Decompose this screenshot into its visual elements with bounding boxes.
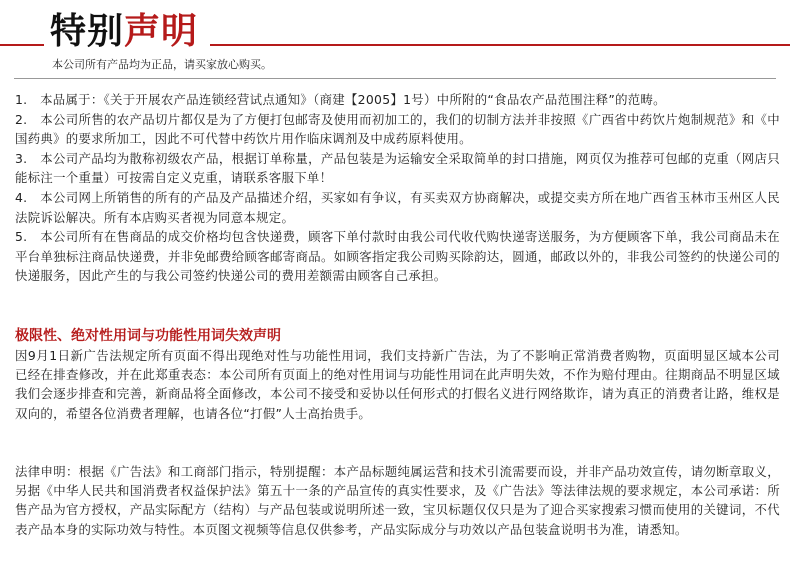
section-title: 极限性、绝对性用词与功能性用词失效声明 — [15, 328, 281, 344]
statement-item-5: 5. 本公司所有在售商品的成交价格均包含快递费，顾客下单付款时由我公司代收代购快递寄送服务，为方便顾客下单，我公司商品未在平台单独标注商品快递费，并非免邮费给顾客邮寄商品。如顾客指定我公司购买除韵达，圆通，邮政以外的，非我公司签约的快递公司的快递服务，因此产生的与我公司签约快递公司的费用差额需由顾客自己承担。 — [15, 229, 780, 284]
statement-item-3: 3. 本公司产品均为散称初级农产品，根据订单称量，产品包装是为运输安全采取简单的封口措施，网页仅为推荐可包邮的克重（网店只能标注一个重量）可按需自定义克重，请联系客服下单！ — [15, 150, 780, 186]
page-title — [50, 10, 198, 54]
divider — [14, 78, 776, 79]
header — [0, 0, 790, 80]
statement-item-2: 2. 本公司所售的农产品切片都仅是为了方便打包邮寄及使用而初加工的，我们的切制方法并非按照《广西省中药饮片炮制规范》和《中国药典》的要求所加工，因此不可代替中药饮片用作临床调剂及中成药原料使用。 — [15, 111, 780, 147]
title-part-black: 特别 — [50, 11, 125, 52]
section-paragraph-2: 法律申明：根据《广告法》和工商部门指示，特别提醒：本产品标题纯属运营和技术引流需要而设，并非产品功效宣传，请勿断章取义，另据《中华人民共和国消费者权益保护法》第五十一条的产品宣传的真实性要求，及《广告法》等法律法规的要求规定，本公司承诺：所售产品为官方授权，产品实际配方（结构）与产品包装或说明所述一致，宝贝标题仅仅只是为了迎合买家搜索习惯而使用的关键词，不代表产品本身的实际功效与特性。本页图文视频等信息仅供参考，产品实际成分与功效以产品包装盒说明书为准，请悉知。 — [15, 464, 780, 537]
statement-item-4: 4. 本公司网上所销售的所有的产品及产品描述介绍，买家如有争议，有买卖双方协商解决，或提交卖方所在地广西省玉林市玉州区人民法院诉讼解决。所有本店购买者视为同意本规定。 — [15, 189, 780, 225]
section-paragraph-1: 因9月1日新广告法规定所有页面不得出现绝对性与功能性用词，我们支持新广告法，为了不影响正常消费者购物，页面明显区域本公司已经在排查修改，并在此郑重表态：本公司所有页面上的绝对性用词与功能性用词在此声明失效，不作为赔付理由。往期商品不明显区域我们会逐步排查和完善，新商品将全面修改，本公司不接受和妥协以任何形式的打假名义进行网络欺诈，请为真正的消费者让路，维权是双向的，希望各位消费者理解，也请各位“打假”人士高抬贵手。 — [15, 348, 780, 421]
statement-list — [15, 90, 780, 286]
header-rule-left — [0, 44, 44, 46]
title-part-red: 声明 — [124, 11, 199, 52]
subtitle: 本公司所有产品均为正品，请买家放心购买。 — [52, 58, 272, 71]
header-rule-right — [210, 44, 790, 46]
statement-item-1: 1. 本品属于：《关于开展农产品连锁经营试点通知》（商建【2005】1号）中所附的“食品农产品范围注释”的范畴。 — [15, 92, 666, 107]
